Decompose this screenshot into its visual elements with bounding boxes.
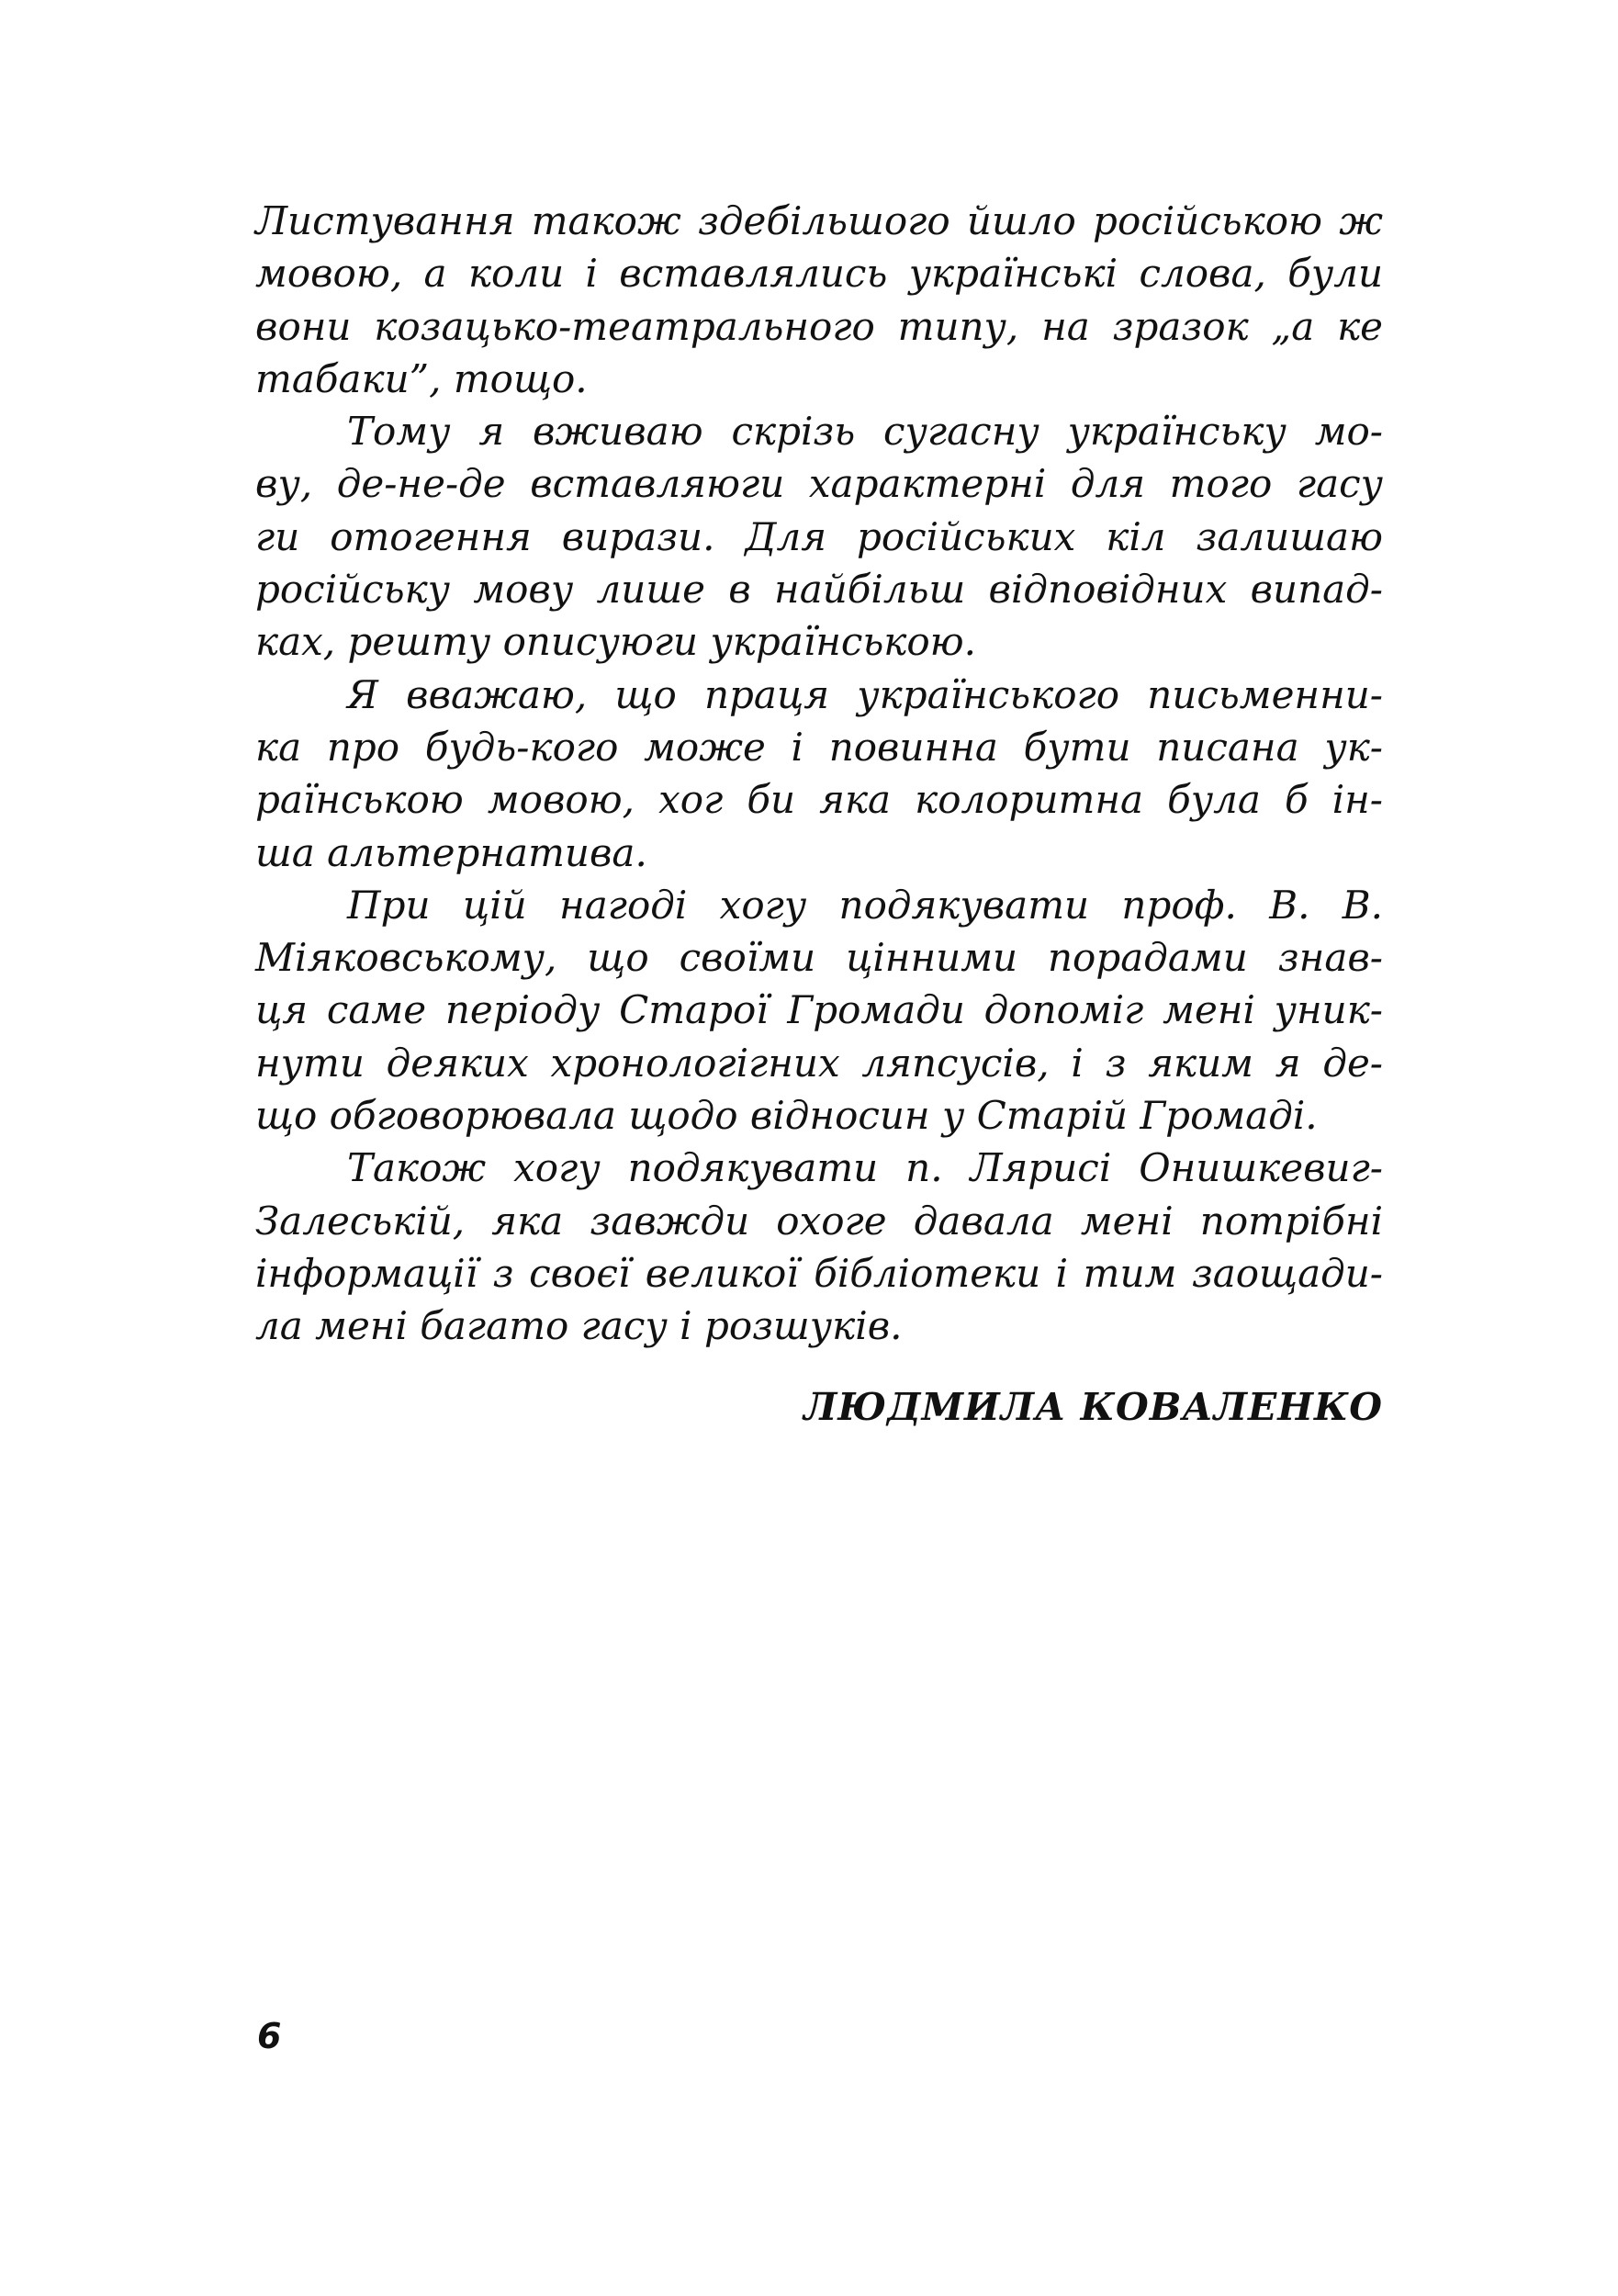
text-line: ка про будь-кого може і повинна бути писана ук- (255, 724, 1383, 770)
text-line: ги отогення вирази. Для російських кіл залишаю (255, 513, 1383, 559)
text-line: ша альтернатива. (255, 829, 647, 875)
author-signature: ЛЮДМИЛА КОВАЛЕНКО (803, 1385, 1383, 1429)
text-line: табаки”, тощо. (255, 355, 588, 401)
text-line: інформації з своєї великої бібліотеки і тим заощади- (255, 1250, 1383, 1296)
text-line: ву, де-не-де вставляюги характерні для того гасу (255, 461, 1383, 507)
text-line: мовою, а коли і вставлялись українські слова, були (255, 251, 1383, 297)
text-line: ця саме періоду Старої Громади допоміг мені уник- (255, 987, 1383, 1033)
body-text (255, 195, 1383, 1353)
text-line: Також хогу подякувати п. Лярисі Онишкевиг- (347, 1145, 1383, 1191)
text-line: що обговорювала щодо відносин у Старій Громаді. (255, 1093, 1318, 1139)
text-line: ках, решту описуюги українською. (255, 619, 976, 665)
text-line: Залеській, яка завжди охоге давала мені потрібні (255, 1198, 1383, 1244)
text-line: раїнською мовою, хог би яка колоритна була б ін- (255, 777, 1383, 823)
text-line: вони козацько-театрального типу, на зразок „а ке (255, 303, 1383, 349)
page-number: 6 (257, 2016, 282, 2056)
text-line: Тому я вживаю скрізь сугасну українську мо- (347, 409, 1383, 455)
text-line: При цій нагоді хогу подякувати проф. В. В. (347, 882, 1383, 928)
text-line: ла мені багато гасу і розшуків. (255, 1303, 903, 1349)
text-line: нути деяких хронологігних ляпсусів, і з яким я де- (255, 1040, 1383, 1086)
text-line: Листування також здебільшого йшло російською ж (255, 198, 1383, 243)
text-line: російську мову лише в найбільш відповідних випад- (255, 567, 1383, 613)
text-line: Я вважаю, що праця українського письменни- (347, 671, 1383, 717)
text-line: Міяковському, що своїми цінними порадами знав- (255, 935, 1383, 981)
